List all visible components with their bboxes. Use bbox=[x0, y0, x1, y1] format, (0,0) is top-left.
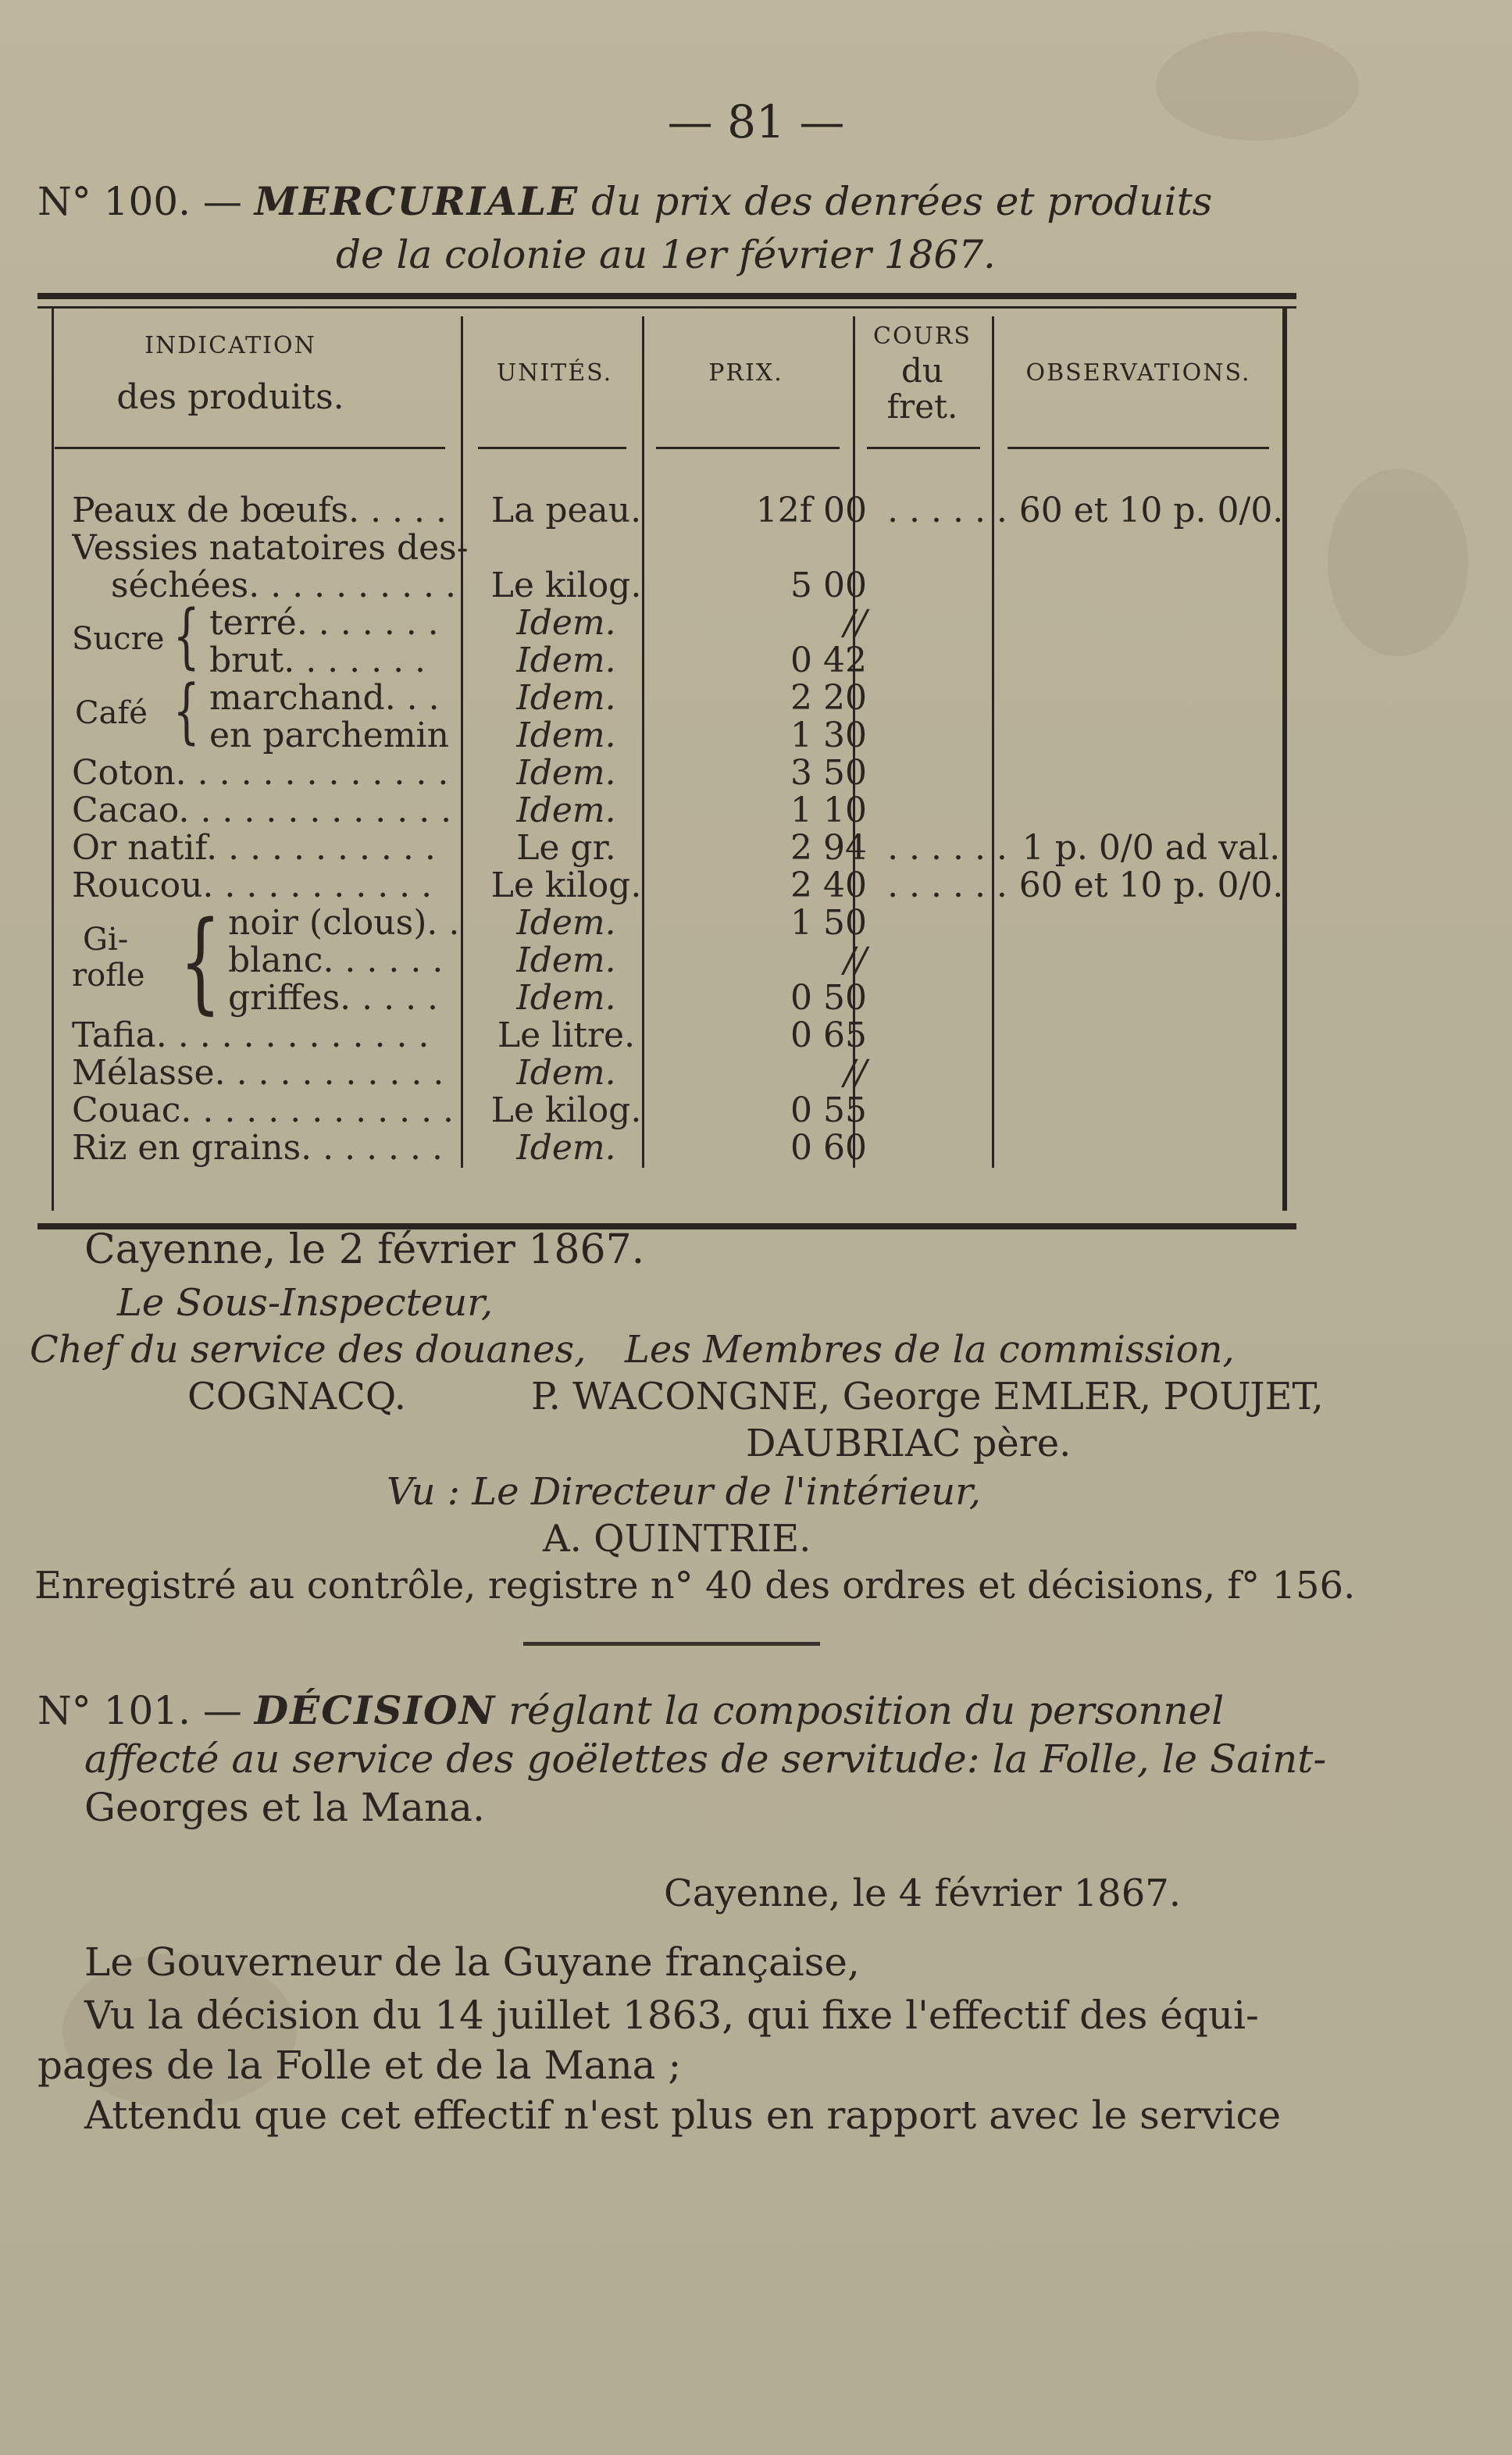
table-row bbox=[37, 1092, 1296, 1129]
cell-obs: 1 p. 0/0 ad val. bbox=[1022, 828, 1281, 868]
cell-unite: Idem. bbox=[516, 678, 616, 718]
header-underline bbox=[656, 447, 840, 449]
group-label-girofle-1: Gi- bbox=[83, 922, 129, 958]
membres-commission: Les Membres de la commission, bbox=[625, 1328, 1235, 1372]
cell-unite: Idem. bbox=[516, 1053, 616, 1093]
paper-stain bbox=[1328, 469, 1468, 656]
table-row bbox=[37, 942, 1296, 980]
cell-prix: 12f 00 bbox=[755, 491, 867, 530]
cell-unite: Idem. bbox=[516, 753, 616, 793]
cell-unite: Le kilog. bbox=[490, 1090, 642, 1130]
cell-produit: marchand. . . bbox=[209, 680, 440, 717]
table-row bbox=[37, 680, 1296, 717]
table-row bbox=[37, 1129, 1296, 1167]
cell-unite: Idem. bbox=[516, 715, 616, 755]
brace-icon: { bbox=[173, 595, 200, 677]
cell-produit: Tafia. . . . . . . . . . . . . bbox=[72, 1017, 430, 1054]
cell-unite: Le kilog. bbox=[490, 566, 642, 605]
cell-unite: Le gr. bbox=[516, 828, 616, 868]
cell-obs: 60 et 10 p. 0/0. bbox=[1018, 491, 1284, 530]
cell-produit: en parchemin bbox=[209, 717, 449, 755]
header-underline bbox=[867, 447, 980, 449]
decision-number: N° 100. bbox=[37, 179, 191, 224]
cell-produit: Roucou. . . . . . . . . . . bbox=[72, 867, 433, 905]
cell-unite: Idem. bbox=[516, 978, 616, 1018]
cell-produit: Peaux de bœufs. . . . . bbox=[72, 492, 447, 530]
header-underline bbox=[55, 447, 445, 449]
header-cours-fret: fret. bbox=[886, 387, 958, 426]
brace-icon: { bbox=[179, 898, 222, 1026]
table-rule bbox=[37, 306, 1296, 309]
chef-douanes: Chef du service des douanes, bbox=[30, 1328, 587, 1372]
cell-produit: Mélasse. . . . . . . . . . . bbox=[72, 1054, 444, 1092]
dash: — bbox=[202, 179, 242, 224]
cell-prix: 3 50 bbox=[790, 753, 867, 793]
section-divider bbox=[523, 1642, 820, 1646]
decision-101-heading-line2: affecté au service des goëlettes de servitude: la Folle, le Saint- bbox=[84, 1736, 1327, 1782]
table-row bbox=[37, 717, 1296, 755]
cell-unite: La peau. bbox=[490, 491, 642, 530]
signatories-commission: P. WACONGNE, George EMLER, POUJET, bbox=[531, 1375, 1324, 1418]
table-row bbox=[37, 867, 1296, 905]
decision-100-heading-line2: de la colonie au 1er février 1867. bbox=[336, 232, 996, 277]
cell-produit: brut. . . . . . . bbox=[209, 642, 426, 680]
cell-produit: Vessies natatoires des- bbox=[72, 530, 469, 567]
group-label-girofle-2: rofle bbox=[72, 958, 145, 994]
decision-number: N° 101. bbox=[37, 1688, 191, 1733]
header-indication: INDICATION bbox=[144, 332, 316, 359]
cell-obs: 60 et 10 p. 0/0. bbox=[1018, 865, 1284, 905]
sous-inspecteur: Le Sous-Inspecteur, bbox=[117, 1281, 494, 1325]
cell-prix: 2 40 bbox=[790, 865, 867, 905]
signatory-cognacq: COGNACQ. bbox=[187, 1375, 407, 1418]
header-indication-sub: des produits. bbox=[116, 377, 344, 417]
vu-decision-line1: Vu la décision du 14 juillet 1863, qui fixe l'effectif des équi- bbox=[84, 1993, 1259, 2038]
header-unites: UNITÉS. bbox=[496, 359, 613, 387]
cell-produit: griffes. . . . . bbox=[228, 980, 439, 1017]
table-row bbox=[37, 1017, 1296, 1054]
cell-prix: 0 60 bbox=[790, 1128, 867, 1168]
cell-prix: 1 50 bbox=[790, 903, 867, 943]
header-cours: COURS bbox=[873, 323, 972, 350]
attendu-line: Attendu que cet effectif n'est plus en rapport avec le service bbox=[84, 2093, 1282, 2138]
table-row bbox=[37, 642, 1296, 680]
dash: — bbox=[202, 1688, 242, 1733]
header-underline bbox=[1007, 447, 1269, 449]
table-row bbox=[37, 530, 1296, 567]
decision-101-heading-line1 bbox=[37, 1687, 1224, 1734]
table-row bbox=[37, 792, 1296, 830]
cell-produit: terré. . . . . . . bbox=[209, 605, 439, 642]
cell-produit: Cacao. . . . . . . . . . . . . bbox=[72, 792, 452, 830]
enregistre-note: Enregistré au contrôle, registre n° 40 des ordres et décisions, f° 156. bbox=[34, 1564, 1356, 1608]
cell-fret: . . . . . . bbox=[887, 828, 1007, 868]
cell-produit: Riz en grains. . . . . . . bbox=[72, 1129, 443, 1167]
table-row bbox=[37, 605, 1296, 642]
cell-produit: Couac. . . . . . . . . . . . . bbox=[72, 1092, 455, 1129]
cell-prix: // bbox=[843, 603, 867, 643]
cell-produit: noir (clous). . bbox=[228, 905, 460, 942]
signatory-daubriac: DAUBRIAC père. bbox=[746, 1422, 1072, 1465]
cell-prix: 0 65 bbox=[790, 1015, 867, 1055]
cell-unite: Idem. bbox=[516, 940, 616, 980]
cell-fret: . . . . . . bbox=[887, 491, 1007, 530]
decision-100-heading-line1 bbox=[37, 173, 1318, 230]
table-row bbox=[37, 492, 1296, 530]
table-row bbox=[37, 755, 1296, 792]
table-row bbox=[37, 567, 1296, 605]
header-observations: OBSERVATIONS. bbox=[1025, 359, 1251, 387]
page-number: — 81 — bbox=[667, 95, 845, 148]
cell-prix: // bbox=[843, 1053, 867, 1093]
cell-prix: 0 55 bbox=[790, 1090, 867, 1130]
cell-prix: 0 42 bbox=[790, 641, 867, 680]
signatory-quintrie: A. QUINTRIE. bbox=[543, 1517, 811, 1561]
cell-prix: // bbox=[843, 940, 867, 980]
cell-unite: Idem. bbox=[516, 641, 616, 680]
gouverneur: Le Gouverneur de la Guyane française, bbox=[84, 1939, 860, 1985]
place-date: Cayenne, le 2 février 1867. bbox=[84, 1226, 645, 1273]
cell-unite: Idem. bbox=[516, 790, 616, 830]
heading-text: réglant la composition du personnel bbox=[508, 1688, 1225, 1733]
cell-unite: Idem. bbox=[516, 1128, 616, 1168]
decision-101-heading-line3: Georges et la Mana. bbox=[84, 1785, 485, 1830]
cell-prix: 1 10 bbox=[790, 790, 867, 830]
cell-produit: Coton. . . . . . . . . . . . . bbox=[72, 755, 449, 792]
table-row bbox=[37, 830, 1296, 867]
cell-prix: 5 00 bbox=[790, 566, 867, 605]
table-row bbox=[37, 905, 1296, 942]
decision-101-date: Cayenne, le 4 février 1867. bbox=[664, 1872, 1182, 1915]
cell-fret: . . . . . . bbox=[887, 865, 1007, 905]
cell-unite: Le litre. bbox=[497, 1015, 636, 1055]
cell-produit: séchées. . . . . . . . . . bbox=[111, 567, 456, 605]
vu-decision-line2: pages de la Folle et de la Mana ; bbox=[37, 2043, 682, 2088]
cell-unite: Idem. bbox=[516, 603, 616, 643]
table-row bbox=[37, 1054, 1296, 1092]
table-row bbox=[37, 980, 1296, 1017]
header-cours-du: du bbox=[901, 351, 943, 390]
group-label-cafe: Café bbox=[75, 695, 148, 731]
cell-prix: 2 94 bbox=[790, 828, 867, 868]
brace-icon: { bbox=[173, 670, 200, 752]
cell-prix: 1 30 bbox=[790, 715, 867, 755]
heading-text: du prix des denrées et produits bbox=[591, 179, 1213, 224]
cell-prix: 0 50 bbox=[790, 978, 867, 1018]
cell-produit: Or natif. . . . . . . . . . . bbox=[72, 830, 436, 867]
cell-produit: blanc. . . . . . bbox=[228, 942, 444, 980]
group-label-sucre: Sucre bbox=[72, 621, 165, 657]
vu-directeur: Vu : Le Directeur de l'intérieur, bbox=[387, 1470, 982, 1514]
decision-title: DÉCISION bbox=[254, 1687, 497, 1733]
header-prix: PRIX. bbox=[708, 359, 783, 387]
cell-unite: Le kilog. bbox=[490, 865, 642, 905]
decision-title: MERCURIALE bbox=[254, 178, 579, 224]
cell-prix: 2 20 bbox=[790, 678, 867, 718]
cell-unite: Idem. bbox=[516, 903, 616, 943]
header-underline bbox=[478, 447, 626, 449]
